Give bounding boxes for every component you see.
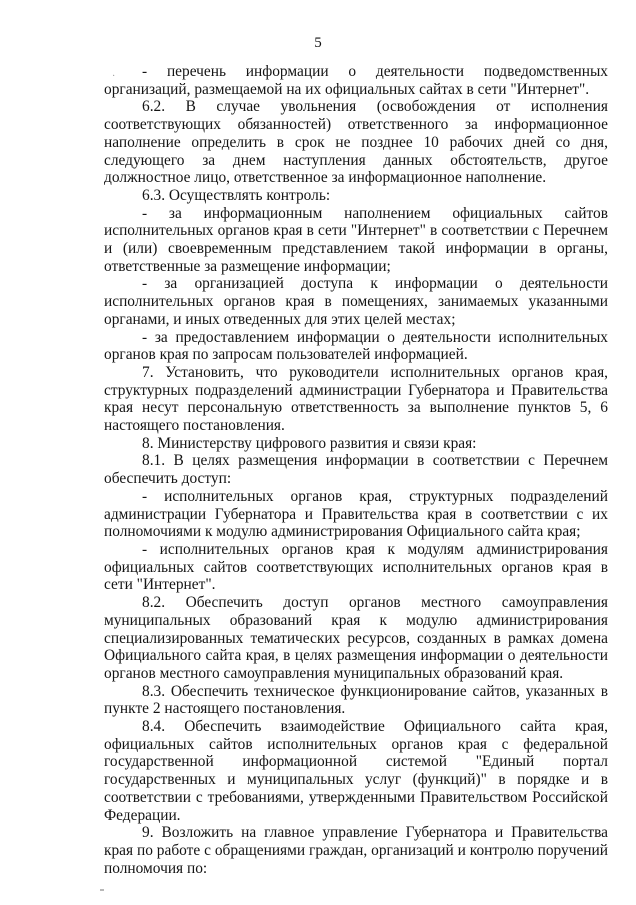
paragraph-6-1-list-item: - перечень информации о деятельности подведомственных организаций, размещаемой на их официальных сайтах в сети "Интернет".: [104, 63, 608, 98]
paragraph-8-2: 8.2. Обеспечить доступ органов местного самоуправления муниципальных образований края к модулю администрирования специализированных тематических ресурсов, созданных в рамках домена Официального сайта края, в целях размещения информации о деятельности органов местного самоуправления муниципальных образований края.: [104, 594, 608, 682]
paragraph-8-3: 8.3. Обеспечить техническое функционирование сайтов, указанных в пункте 2 настоящего постановления.: [104, 682, 608, 718]
page-number: 5: [314, 35, 322, 51]
paragraph-9: 9. Возложить на главное управление Губернатора и Правительства края по работе с обращениями граждан, организаций и контролю поручений полномочия по:: [104, 824, 608, 877]
paragraph-6-3-item-1: - за информационным наполнением официальных сайтов исполнительных органов края в сети "Интернет" в соответствии с Перечнем и (или) своевременным представлением такой информации в органы, ответственные за размещение информации;: [104, 204, 608, 275]
document-body: [104, 63, 608, 877]
paragraph-6-3: 6.3. Осуществлять контроль:: [142, 186, 331, 204]
paragraph-8-1-item-1: - исполнительных органов края, структурных подразделений администрации Губернатора и Правительства края в соответствии с их полномочиями к модулю администрирования Официального сайта края;: [104, 487, 608, 541]
paragraph-6-2: 6.2. В случае увольнения (освобождения от исполнения соответствующих обязанностей) ответственного за информационное наполнение определить в срок не позднее 10 рабочих дней со дня, следующего за днем наступления данных обстоятельств, другое должностное лицо, ответственное за информационное наполнение.: [104, 98, 608, 187]
scan-mark: [100, 889, 104, 891]
paragraph-8-4: 8.4. Обеспечить взаимодействие Официального сайта края, официальных сайтов исполнительных органов края с федеральной государственной информационной системой "Единый портал государственных и муниципальных услуг (функций)" в порядке и в соответствии с требованиями, утвержденными Правительством Российской Федерации.: [104, 718, 608, 824]
paragraph-8: 8. Министерству цифрового развития и связи края:: [142, 434, 477, 452]
paragraph-7: 7. Установить, что руководители исполнительных органов края, структурных подразделений администрации Губернатора и Правительства края несут персональную ответственность за выполнение пунктов 5, 6 настоящего постановления.: [104, 363, 608, 435]
paragraph-8-1: 8.1. В целях размещения информации в соответствии с Перечнем обеспечить доступ:: [104, 452, 608, 488]
paragraph-8-1-item-2: - исполнительных органов края к модулям администрирования официальных сайтов соответствующих исполнительных органов края в сети "Интернет".: [104, 540, 608, 594]
margin-mark: ·: [112, 71, 116, 82]
paragraph-6-3-item-3: - за предоставлением информации о деятельности исполнительных органов края по запросам пользователей информацией.: [104, 328, 608, 364]
paragraph-6-3-item-2: - за организацией доступа к информации о деятельности исполнительных органов края в помещениях, занимаемых указанными органами, и иных отведенных для этих целей местах;: [104, 275, 608, 328]
